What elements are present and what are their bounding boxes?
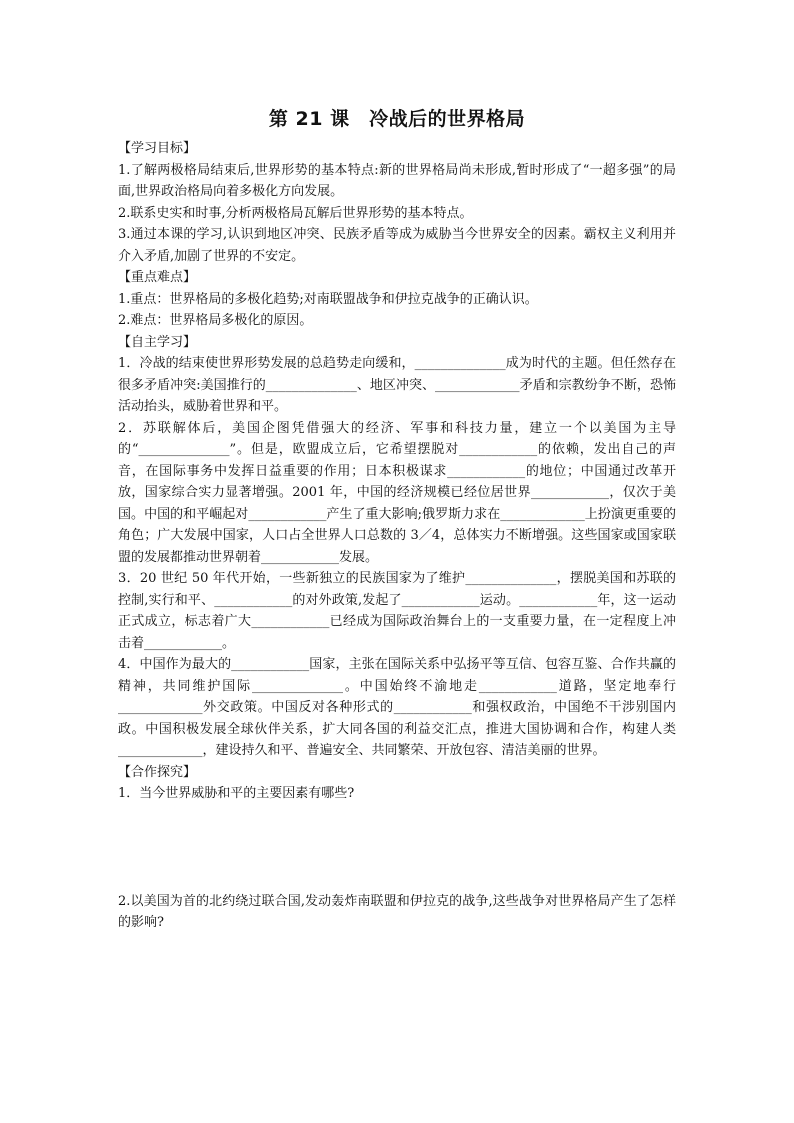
self-study-item: 4．中国作为最大的____________国家，主张在国际关系中弘扬平等互信、包容互鉴、合作共赢的精神，共同维护国际______________。中国始终不渝地走____________道路，坚定地奉行_____________外交政策。中国反对各种形式的____________和强权政治，中国绝不干涉别国内政。中国积极发展全球伙伴关系，扩大同各国的利益交汇点，推进大国协调和合作，构建人类_____________，建设持久和平、普遍安全、共同繁荣、开放包容、清洁美丽的世界。 [118,657,676,758]
key-points-heading: 【重点难点】 [118,270,197,285]
cooperation-question: 2.以美国为首的北约绕过联合国,发动轰炸南联盟和伊拉克的战争,这些战争对世界格局产生了怎样的影响? [118,893,676,930]
cooperation-heading: 【合作探究】 [118,764,197,780]
worksheet-page [118,98,676,934]
cooperation-question: 1．当今世界威胁和平的主要因素有哪些? [118,786,355,801]
key-point-item: 1.重点：世界格局的多极化趋势;对南联盟战争和伊拉克战争的正确认识。 [118,291,538,307]
key-point-item: 2.难点：世界格局多极化的原因。 [118,313,313,328]
objectives-heading: 【学习目标】 [118,141,197,156]
self-study-heading: 【自主学习】 [118,334,197,350]
self-study-item: 2．苏联解体后，美国企图凭借强大的经济、军事和科技力量，建立一个以美国为主导的“______________”。但是，欧盟成立后，它希望摆脱对____________的依赖，发出自己的声音，在国际事务中发挥日益重要的作用；日本积极谋求____________的地位；中国通过改革开放，国家综合实力显著增强。2001 年，中国的经济规模已经位居世界____________，仅次于美国。中国的和平崛起对____________产生了重大影响;俄罗斯力求在_____________上扮演更重要的角色；广大发展中国家，人口占全世界人口总数的 3／4，总体实力不断增强。这些国家或国家联盟的发展都推动世界朝着____________发展。 [118,420,676,565]
objective-item: 1.了解两极格局结束后,世界形势的基本特点:新的世界格局尚未形成,暂时形成了“一超多强”的局面,世界政治格局向着多极化方向发展。 [118,162,676,199]
objective-item: 2.联系史实和时事,分析两极格局瓦解后世界形势的基本特点。 [118,205,473,221]
self-study-item: 3．20 世纪 50 年代开始，一些新独立的民族国家为了维护______________，摆脱美国和苏联的控制,实行和平、____________的对外政策,发起了____________运动。____________年，这一运动正式成立，标志着广大____________已经成为国际政治舞台上的一支重要力量，在一定程度上冲击着____________。 [118,571,676,651]
page-title: 第 21 课 冷战后的世界格局 [268,108,526,130]
answer-space [118,805,676,891]
self-study-item: 1．冷战的结束使世界形势发展的总趋势走向缓和，______________成为时代的主题。但任然存在很多矛盾冲突:美国推行的______________、地区冲突、_____________矛盾和宗教纷争不断，恐怖活动抬头，威胁着世界和平。 [118,356,676,414]
objective-item: 3.通过本课的学习,认识到地区冲突、民族矛盾等成为威胁当今世界安全的因素。霸权主义利用并介入矛盾,加剧了世界的不安定。 [118,227,676,264]
